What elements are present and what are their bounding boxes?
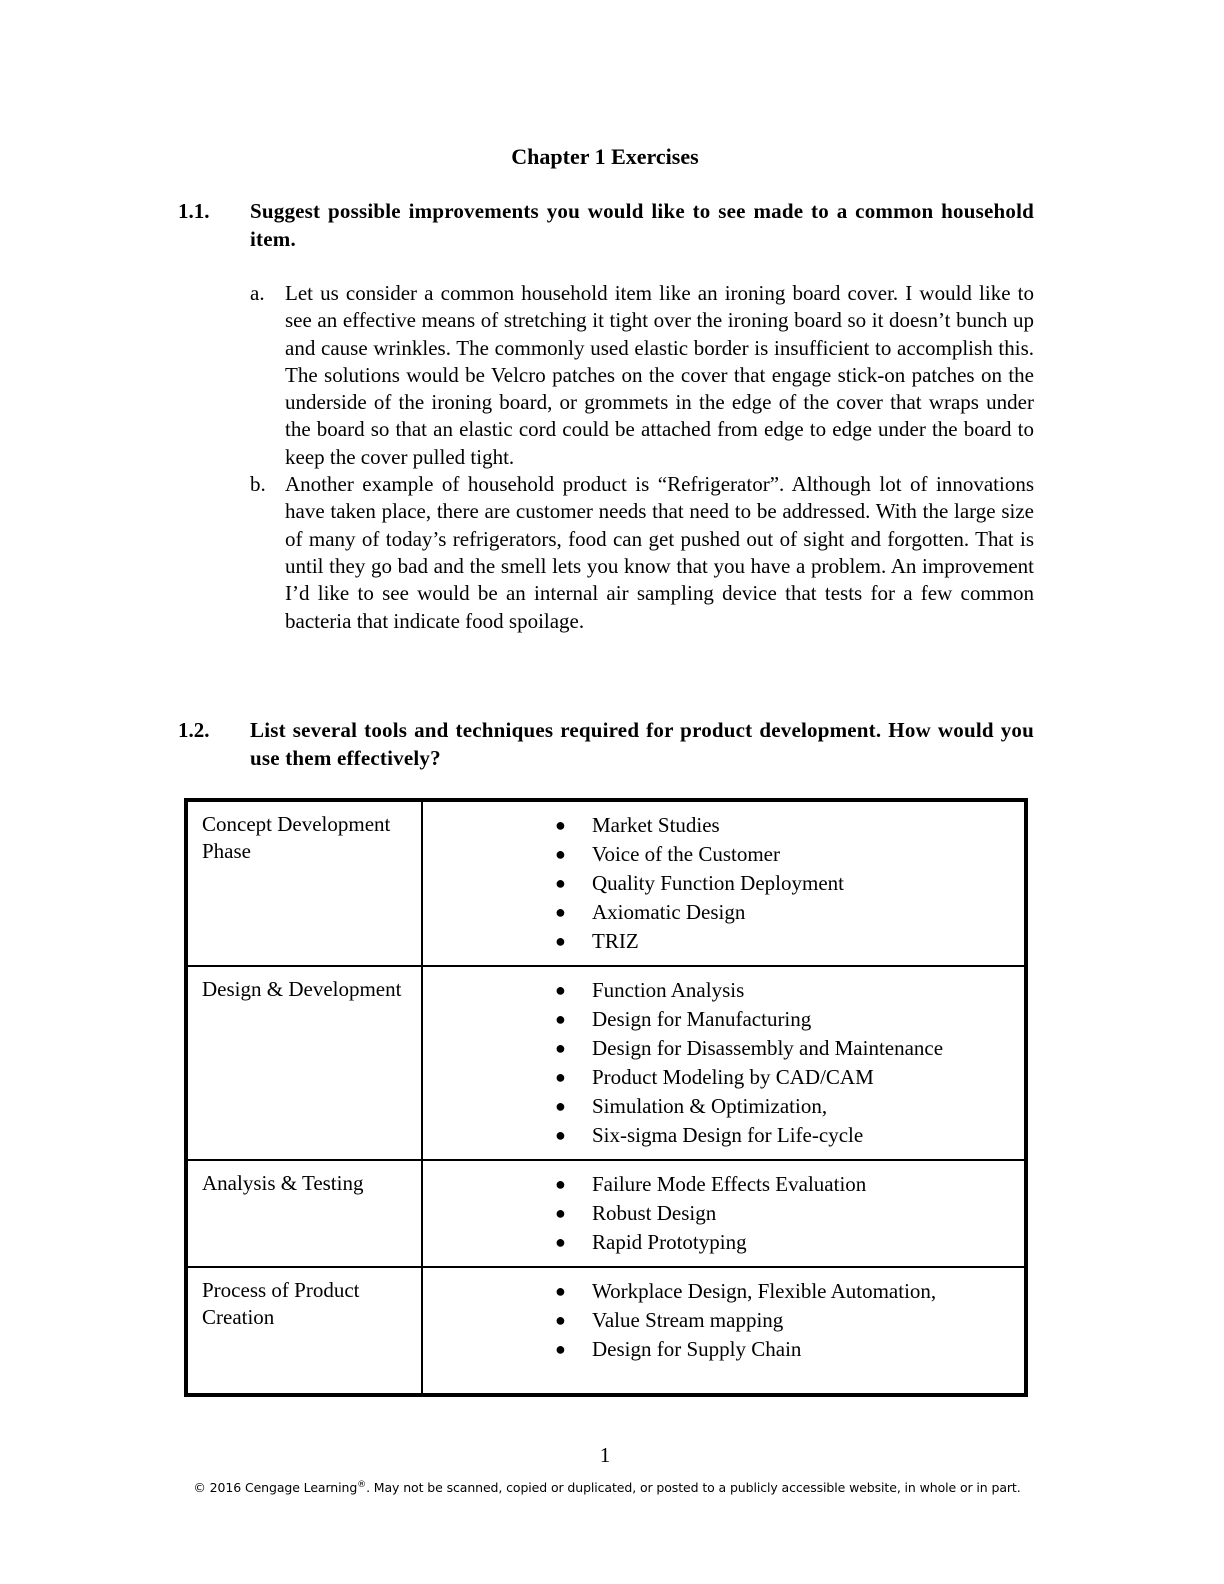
list-item — [437, 1034, 1010, 1063]
bullet-icon: ● — [555, 1310, 566, 1330]
list-item — [437, 1063, 1010, 1092]
registered-mark: ® — [357, 1480, 367, 1490]
bullet-icon: ● — [555, 815, 566, 835]
phase-cell: Process of Product Creation — [186, 1267, 422, 1395]
list-item — [437, 1306, 1010, 1335]
tool-name: Six-sigma Design for Life-cycle — [592, 1123, 864, 1147]
list-item — [437, 840, 1010, 869]
answer-label: b. — [250, 472, 266, 497]
question-1-2 — [178, 717, 1034, 772]
list-item — [437, 1092, 1010, 1121]
bullet-icon: ● — [555, 844, 566, 864]
table-row — [186, 800, 1026, 966]
list-item — [437, 869, 1010, 898]
tool-name: Voice of the Customer — [592, 842, 780, 866]
bullet-icon: ● — [555, 1096, 566, 1116]
footer-text-end: . May not be scanned, copied or duplicated, or posted to a publicly accessible website, in whole or in part. — [366, 1480, 1021, 1496]
table-row — [186, 1160, 1026, 1267]
tool-name: Function Analysis — [592, 978, 745, 1002]
tool-name: Workplace Design, Flexible Automation, — [592, 1279, 937, 1303]
tools-table-body — [186, 800, 1026, 1395]
bullet-icon: ● — [555, 1232, 566, 1252]
table-row — [186, 1267, 1026, 1395]
tools-cell — [422, 1160, 1026, 1267]
question-number: 1.1. — [178, 199, 210, 223]
tool-name: Rapid Prototyping — [592, 1230, 747, 1254]
bullet-icon: ● — [555, 980, 566, 1000]
tools-cell — [422, 1267, 1026, 1395]
bullet-icon: ● — [555, 1009, 566, 1029]
page-number: 1 — [599, 1443, 611, 1467]
question-text: List several tools and techniques required for product development. How would you use them effectively? — [250, 718, 1034, 770]
list-item — [437, 898, 1010, 927]
answer-item-a — [250, 280, 1034, 471]
answer-list — [250, 280, 1034, 635]
list-item — [437, 811, 1010, 840]
copyright-footer — [0, 1476, 1214, 1497]
tool-name: Robust Design — [592, 1201, 717, 1225]
page-title: Chapter 1 Exercises — [511, 144, 699, 169]
phase-cell: Concept Development Phase — [186, 800, 422, 966]
tools-list — [437, 1170, 1010, 1257]
bullet-icon: ● — [555, 931, 566, 951]
tools-list — [437, 1277, 1010, 1364]
bullet-icon: ● — [555, 1038, 566, 1058]
question-1-1 — [178, 198, 1034, 253]
tool-name: Simulation & Optimization, — [592, 1094, 828, 1118]
question-number: 1.2. — [178, 718, 210, 742]
tools-table — [184, 798, 1028, 1397]
tool-name: Market Studies — [592, 813, 720, 837]
bullet-icon: ● — [555, 1281, 566, 1301]
list-item — [437, 1335, 1010, 1364]
tool-name: Product Modeling by CAD/CAM — [592, 1065, 874, 1089]
tools-cell — [422, 966, 1026, 1160]
phase-cell: Analysis & Testing — [186, 1160, 422, 1267]
bullet-icon: ● — [555, 1203, 566, 1223]
tool-name: Design for Supply Chain — [592, 1337, 802, 1361]
answer-text: Another example of household product is “Refrigerator”. Although lot of innovations have taken place, there are customer needs that need to be addressed. With the large size of many of today’s refrigerators, food can get pushed out of sight and forgotten. That is until they go bad and the smell lets you know that you have a problem. An improvement I’d like to see would be an internal air sampling device that tests for a few common bacteria that indicate food spoilage. — [285, 472, 1034, 633]
bullet-icon: ● — [555, 873, 566, 893]
tools-cell — [422, 800, 1026, 966]
table-row — [186, 966, 1026, 1160]
list-item — [437, 1228, 1010, 1257]
list-item — [437, 1121, 1010, 1150]
bullet-icon: ● — [555, 1339, 566, 1359]
tool-name: Design for Disassembly and Maintenance — [592, 1036, 944, 1060]
answer-item-b — [250, 471, 1034, 635]
list-item — [437, 1199, 1010, 1228]
bullet-icon: ● — [555, 1174, 566, 1194]
tool-name: Axiomatic Design — [592, 900, 746, 924]
list-item — [437, 1277, 1010, 1306]
list-item — [437, 976, 1010, 1005]
bullet-icon: ● — [555, 902, 566, 922]
tools-list — [437, 811, 1010, 956]
footer-text-start: © 2016 Cengage Learning — [193, 1480, 358, 1496]
bullet-icon: ● — [555, 1125, 566, 1145]
list-item — [437, 1005, 1010, 1034]
tools-list — [437, 976, 1010, 1150]
answer-text: Let us consider a common household item like an ironing board cover. I would like to see an effective means of stretching it tight over the ironing board so it doesn’t bunch up and cause wrinkles. The commonly used elastic border is insufficient to accomplish this. The solutions would be Velcro patches on the cover that engage stick-on patches on the underside of the ironing board, or grommets in the edge of the cover that wraps under the board so that an elastic cord could be attached from edge to edge under the board to keep the cover pulled tight. — [285, 281, 1034, 469]
list-item — [437, 927, 1010, 956]
phase-cell: Design & Development — [186, 966, 422, 1160]
tool-name: Failure Mode Effects Evaluation — [592, 1172, 867, 1196]
answer-label: a. — [250, 281, 265, 305]
tool-name: Value Stream mapping — [592, 1308, 784, 1332]
tool-name: Design for Manufacturing — [592, 1007, 812, 1031]
question-text: Suggest possible improvements you would like to see made to a common household item. — [250, 199, 1034, 251]
list-item — [437, 1170, 1010, 1199]
bullet-icon: ● — [555, 1067, 566, 1087]
tool-name: TRIZ — [592, 929, 639, 953]
tool-name: Quality Function Deployment — [592, 871, 844, 895]
